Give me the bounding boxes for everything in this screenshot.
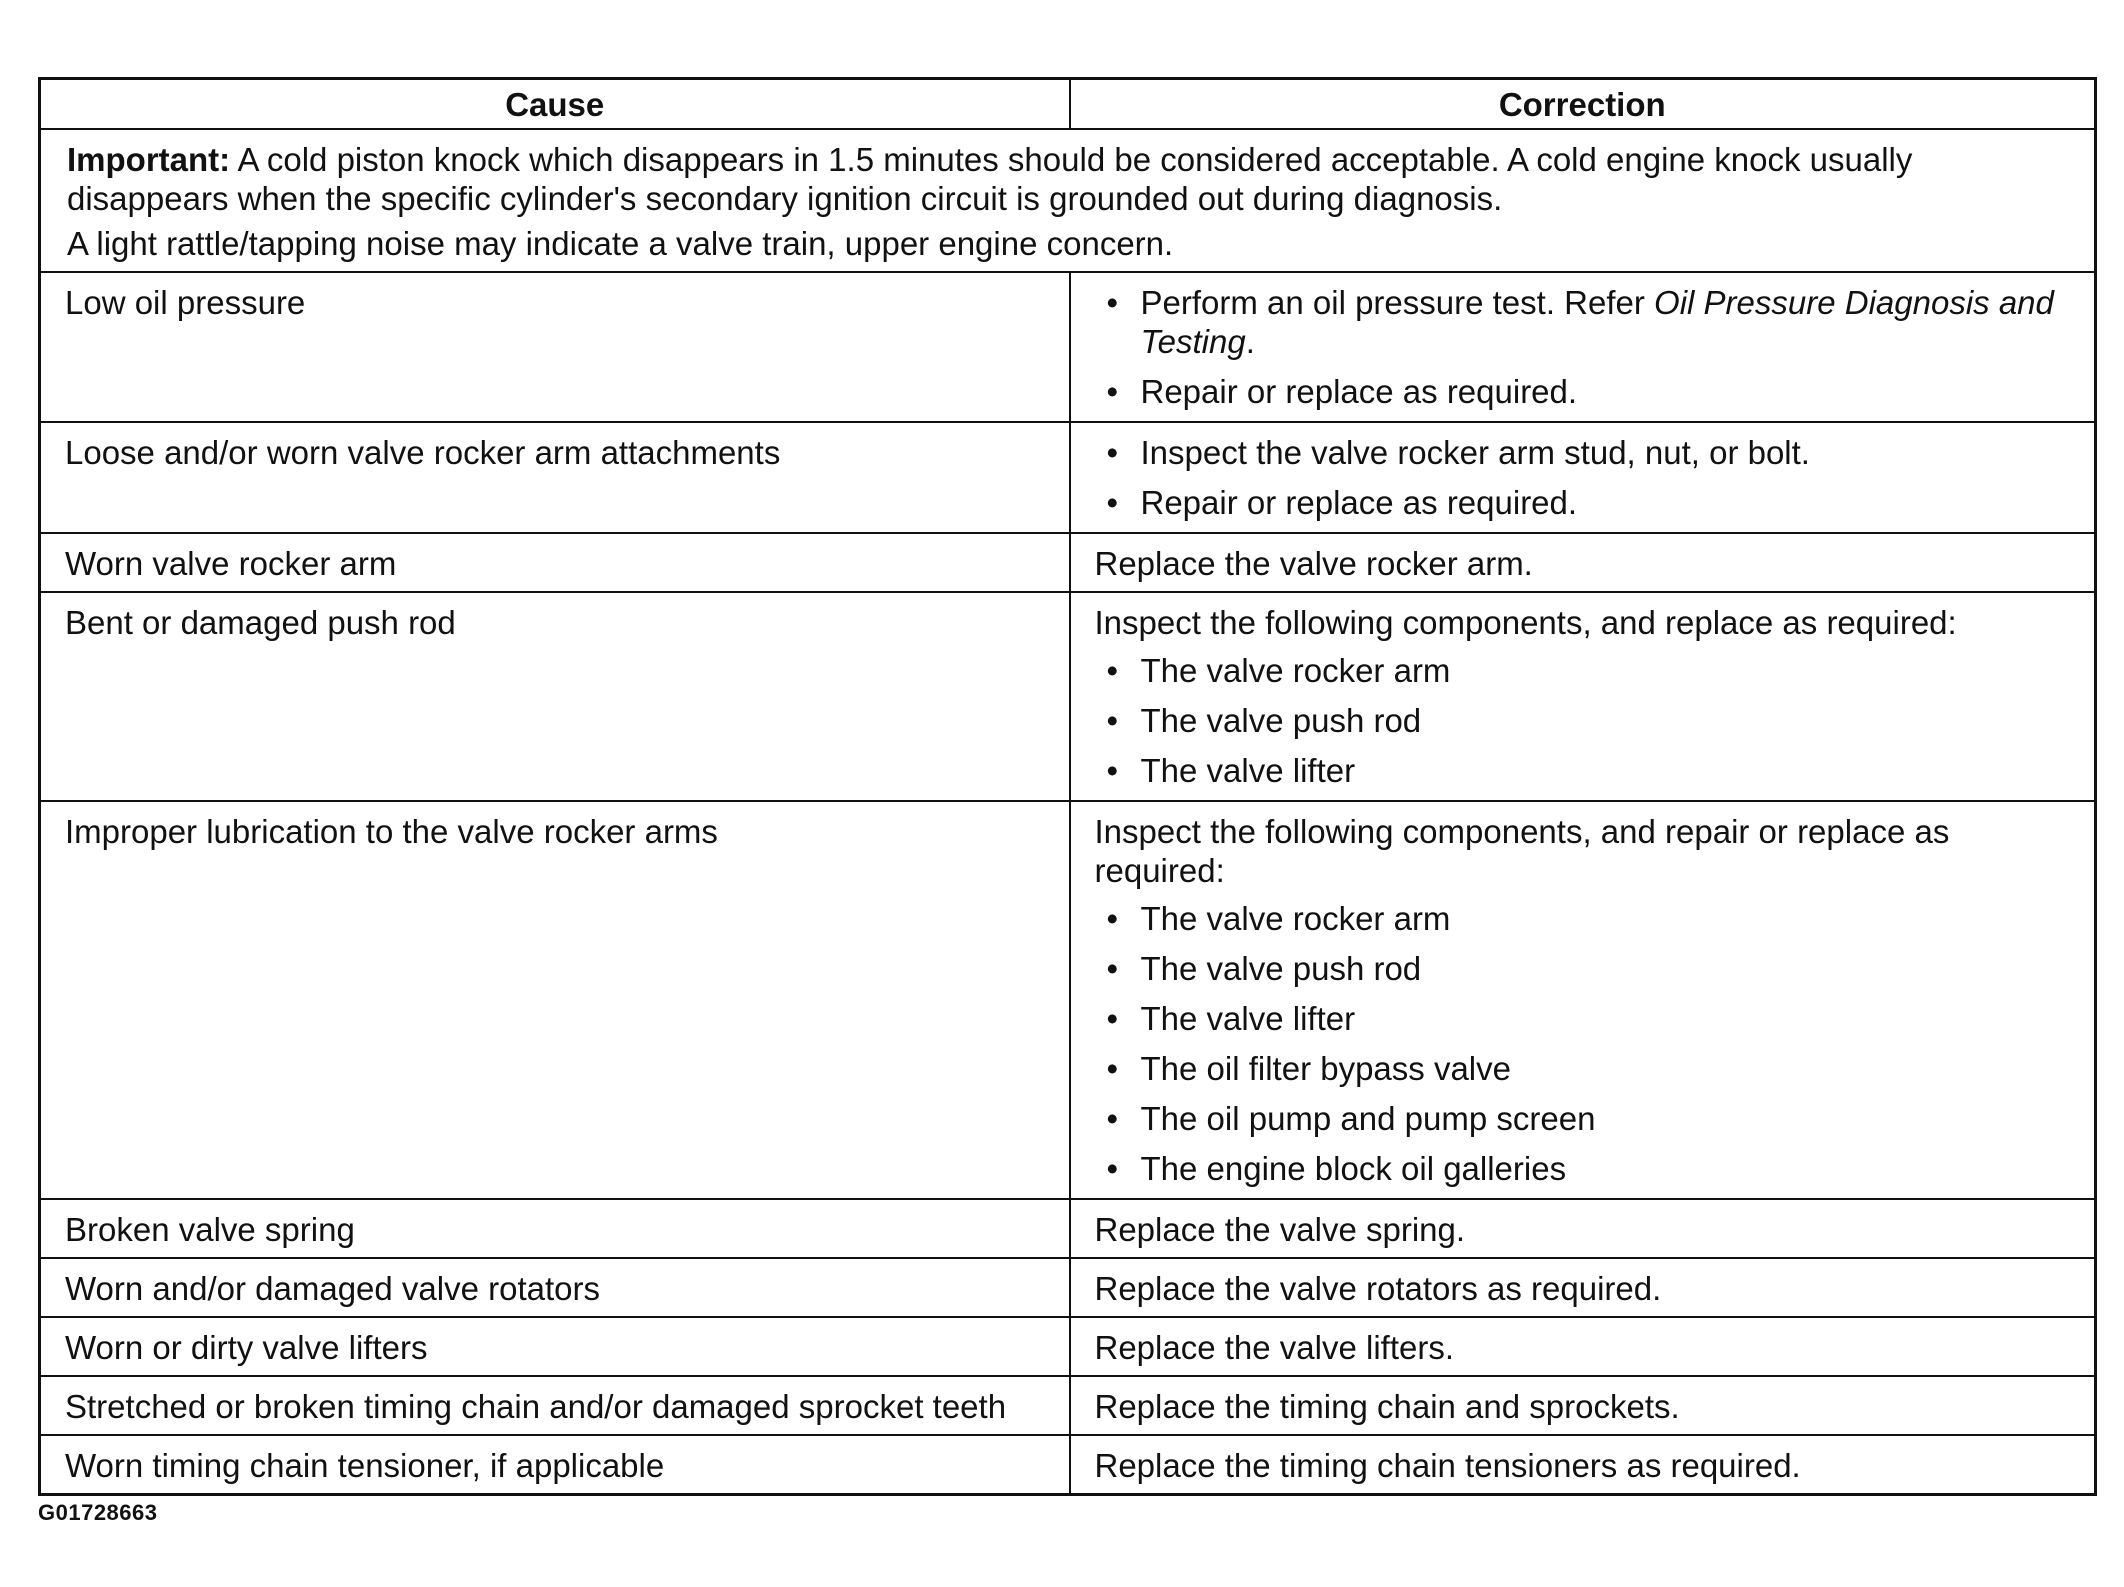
component-list	[1095, 651, 2075, 790]
list-item: • The valve rocker arm	[1095, 651, 2075, 690]
correction-list	[1095, 283, 2075, 411]
table-row	[40, 1317, 2096, 1376]
list-item: • The valve push rod	[1095, 949, 2075, 988]
list-item: • Repair or replace as required.	[1095, 483, 2075, 522]
table-row	[40, 592, 2096, 801]
list-item: • The valve lifter	[1095, 999, 2075, 1038]
cause-cell: Worn timing chain tensioner, if applicable	[40, 1435, 1070, 1495]
list-item: • The oil filter bypass valve	[1095, 1049, 2075, 1088]
cause-cell: Worn valve rocker arm	[40, 533, 1070, 592]
table-row	[40, 801, 2096, 1199]
correction-cell: Replace the valve rocker arm.	[1070, 533, 2096, 592]
figure-id: G01728663	[38, 1500, 158, 1525]
correction-list	[1095, 433, 2075, 522]
bullet-text-end: .	[1245, 323, 1255, 360]
correction-lead: Inspect the following components, and replace as required:	[1094, 604, 1957, 641]
cause-cell: Worn and/or damaged valve rotators	[40, 1258, 1070, 1317]
cause-cell: Broken valve spring	[40, 1199, 1070, 1258]
correction-lead: Inspect the following components, and repair or replace as required:	[1094, 813, 1950, 889]
important-note-row	[40, 129, 2096, 272]
correction-cell	[1070, 272, 2096, 422]
correction-cell: Replace the timing chain tensioners as required.	[1070, 1435, 2096, 1495]
list-item: • The valve push rod	[1095, 701, 2075, 740]
cause-header: Cause	[40, 79, 1070, 130]
cause-cell: Low oil pressure	[40, 272, 1070, 422]
cause-cell: Improper lubrication to the valve rocker arms	[40, 801, 1070, 1199]
list-item: • Inspect the valve rocker arm stud, nut, or bolt.	[1095, 433, 2075, 472]
table-row	[40, 1258, 2096, 1317]
correction-cell	[1070, 801, 2096, 1199]
note-label: Important:	[67, 141, 231, 178]
note-text-1: A cold piston knock which disappears in 1.5 minutes should be considered acceptable. A cold engine knock usually disappears when the specific cylinder's secondary ignition circuit is grounded out during diagnosis.	[67, 141, 1913, 217]
table-row	[40, 1435, 2096, 1495]
bullet-text: Perform an oil pressure test. Refer	[1140, 284, 1655, 321]
component-list	[1095, 899, 2075, 1188]
header-row	[40, 79, 2096, 130]
list-item: • The engine block oil galleries	[1095, 1149, 2075, 1188]
list-item	[1095, 283, 2075, 361]
table-row	[40, 1376, 2096, 1435]
correction-cell: Replace the valve lifters.	[1070, 1317, 2096, 1376]
important-note	[40, 129, 2096, 272]
table-row	[40, 1199, 2096, 1258]
correction-cell: Replace the timing chain and sprockets.	[1070, 1376, 2096, 1435]
correction-cell: Replace the valve spring.	[1070, 1199, 2096, 1258]
correction-cell: Replace the valve rotators as required.	[1070, 1258, 2096, 1317]
note-text-2: A light rattle/tapping noise may indicate a valve train, upper engine concern.	[67, 225, 1174, 262]
cause-cell: Worn or dirty valve lifters	[40, 1317, 1070, 1376]
cause-cell: Bent or damaged push rod	[40, 592, 1070, 801]
table-row	[40, 422, 2096, 533]
list-item: • Repair or replace as required.	[1095, 372, 2075, 411]
correction-cell	[1070, 422, 2096, 533]
list-item: • The valve rocker arm	[1095, 899, 2075, 938]
cause-cell: Loose and/or worn valve rocker arm attachments	[40, 422, 1070, 533]
correction-header: Correction	[1070, 79, 2096, 130]
list-item: • The valve lifter	[1095, 751, 2075, 790]
reference-link-text: Oil Pressure Diagnosis and Testing	[1140, 284, 2054, 360]
correction-cell	[1070, 592, 2096, 801]
diagnosis-table	[38, 77, 2097, 1496]
table-row	[40, 272, 2096, 422]
table-row	[40, 533, 2096, 592]
list-item: • The oil pump and pump screen	[1095, 1099, 2075, 1138]
note-paragraph-1	[67, 140, 2074, 218]
cause-cell: Stretched or broken timing chain and/or damaged sprocket teeth	[40, 1376, 1070, 1435]
